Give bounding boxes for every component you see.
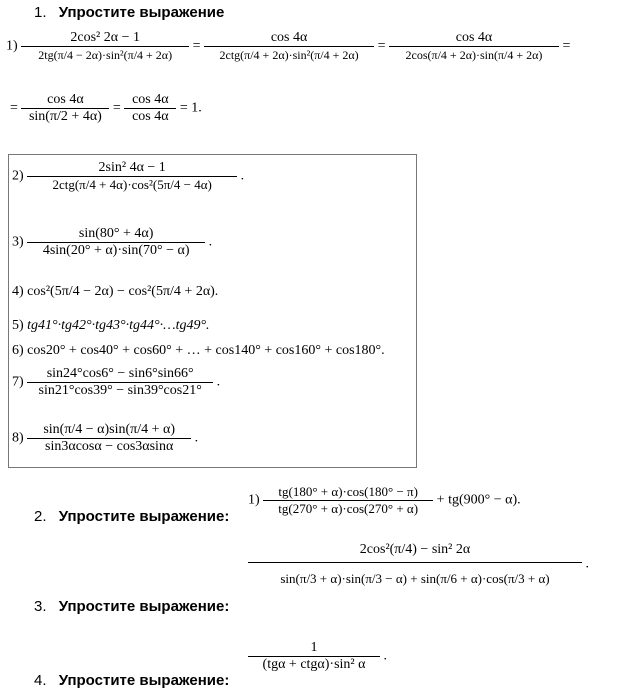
fraction-numerator: 1	[248, 640, 380, 657]
fraction-numerator: sin24°cos6° − sin6°sin66°	[27, 366, 213, 383]
fraction	[27, 226, 205, 259]
fraction	[21, 30, 189, 63]
exercise-label: 2)	[12, 168, 24, 184]
fraction-numerator: 2sin² 4α − 1	[27, 160, 237, 177]
task1-solution-line1	[6, 30, 570, 63]
fraction-denominator: 2ctg(π/4 + 4α)·cos²(5π/4 − 4α)	[52, 177, 212, 192]
exercise-3	[12, 226, 212, 259]
equals-sign: =	[112, 100, 121, 116]
fraction	[27, 422, 191, 455]
fraction-denominator: sin21°cos39° − sin39°cos21°	[38, 383, 202, 398]
equals-sign: =	[192, 38, 201, 54]
solution-label: 1)	[6, 38, 18, 54]
exercise-expression: tg41°·tg42°·tg43°·tg44°·…tg49°.	[27, 318, 210, 333]
exercise-4	[12, 284, 218, 300]
equals-sign: =	[377, 38, 386, 54]
expression-tail: .	[383, 648, 387, 664]
fraction-denominator: sin(π/3 + α)·sin(π/3 − α) + sin(π/6 + α)·cos(π/3 + α)	[280, 571, 550, 586]
fraction	[27, 160, 237, 193]
task4-number: 4.	[34, 672, 47, 689]
task4-header	[34, 672, 229, 689]
task1-solution-line2	[10, 92, 202, 125]
fraction-numerator: cos 4α	[389, 30, 559, 47]
fraction-denominator: 2cos(π/4 + 2α)·sin(π/4 + 2α)	[405, 48, 543, 62]
fraction-denominator: sin3αcosα − cos3αsinα	[45, 439, 174, 454]
exercise-label: 3)	[12, 234, 24, 250]
fraction	[248, 542, 582, 587]
exercise-8	[12, 422, 198, 455]
exercise-label: 4)	[12, 284, 24, 299]
fraction-numerator: sin(80° + 4α)	[27, 226, 205, 243]
fraction-numerator: cos 4α	[21, 92, 109, 109]
fraction-denominator: sin(π/2 + 4α)	[28, 109, 102, 124]
exercise-tail: .	[194, 430, 199, 446]
fraction	[263, 484, 433, 517]
task1-header	[34, 4, 224, 21]
task3-title: Упростите выражение:	[58, 598, 230, 615]
task2-title: Упростите выражение:	[58, 508, 230, 525]
exercise-tail: .	[216, 374, 221, 390]
task3-number: 3.	[34, 598, 47, 615]
fraction-denominator: (tgα + ctgα)·sin² α	[262, 657, 366, 672]
exercise-6	[12, 343, 385, 359]
task2-number: 2.	[34, 508, 47, 525]
exercise-label: 6)	[12, 343, 24, 358]
exercise-expression: cos20° + cos40° + cos60° + … + cos140° + cos160° + cos180°.	[27, 343, 385, 358]
exercise-tail: .	[240, 168, 245, 184]
expression-label: 1)	[248, 492, 260, 508]
fraction	[248, 640, 380, 673]
fraction-numerator: 2cos²(π/4) − sin² 2α	[248, 542, 582, 563]
task3-header	[34, 598, 229, 615]
fraction	[389, 30, 559, 63]
fraction-denominator: 4sin(20° + α)·sin(70° − α)	[42, 243, 190, 258]
fraction-denominator: tg(270° + α)·cos(270° + α)	[278, 501, 419, 516]
fraction	[27, 366, 213, 399]
expression-tail: + tg(900° − α).	[436, 492, 521, 508]
fraction-denominator: cos 4α	[132, 109, 169, 124]
fraction	[21, 92, 109, 125]
task2-expression	[248, 484, 521, 517]
task4-expression	[248, 640, 387, 673]
exercise-tail: .	[208, 234, 213, 250]
exercise-label: 5)	[12, 318, 24, 333]
fraction-numerator: tg(180° + α)·cos(180° − π)	[263, 484, 433, 501]
exercise-label: 7)	[12, 374, 24, 390]
fraction-denominator: 2ctg(π/4 + 2α)·sin²(π/4 + 2α)	[219, 48, 359, 62]
exercise-7	[12, 366, 220, 399]
task1-number: 1.	[34, 4, 47, 21]
fraction-numerator: cos 4α	[204, 30, 374, 47]
task4-title: Упростите выражение:	[58, 672, 230, 689]
exercise-box	[8, 154, 417, 468]
exercise-expression: cos²(5π/4 − 2α) − cos²(5π/4 + 2α).	[27, 284, 219, 299]
fraction	[204, 30, 374, 63]
result: = 1.	[179, 100, 202, 116]
fraction-numerator: cos 4α	[124, 92, 176, 109]
fraction-denominator: 2tg(π/4 − 2α)·sin²(π/4 + 2α)	[38, 48, 173, 62]
expression-tail: .	[585, 556, 589, 572]
exercise-2	[12, 160, 244, 193]
equals-sign: =	[562, 38, 571, 54]
task3-expression	[248, 542, 589, 587]
fraction	[124, 92, 176, 125]
equals-sign: =	[10, 100, 18, 116]
fraction-numerator: sin(π/4 − α)sin(π/4 + α)	[27, 422, 191, 439]
task2-header	[34, 508, 229, 525]
fraction-numerator: 2cos² 2α − 1	[21, 30, 189, 47]
task1-title: Упростите выражение	[58, 4, 225, 21]
exercise-5	[12, 318, 210, 334]
exercise-label: 8)	[12, 430, 24, 446]
